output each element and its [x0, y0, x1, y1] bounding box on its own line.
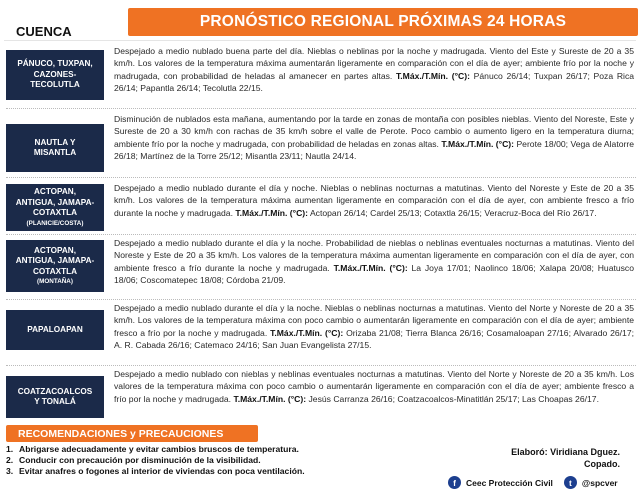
- temp-values: Pánuco 26/14; Tuxpan 26/17; Poza Rica 26/14; Papantla 26/14; Tecolutla 22/15.: [114, 70, 635, 93]
- recommendation-number: 3.: [6, 466, 14, 476]
- temp-label: T.Máx./T.Mín. (°C):: [235, 207, 309, 218]
- region-name-line: CAZONES-: [33, 69, 77, 79]
- region-name-papaloapan: [6, 310, 104, 350]
- recommendation-item: [6, 455, 366, 466]
- temp-values: Jesús Carranza 26/16; Coatzacoalcos-Minatitlán 25/17; Las Choapas 26/17.: [308, 393, 599, 404]
- temp-label: T.Máx./T.Mín. (°C):: [441, 138, 515, 149]
- region-name-line: COTAXTLA: [33, 266, 77, 276]
- region-name-line: ANTIGUA, JAMAPA-: [15, 256, 95, 266]
- divider: [6, 299, 636, 300]
- divider: [6, 365, 636, 366]
- recommendation-number: 2.: [6, 455, 14, 465]
- temp-values: Actopan 26/14; Cardel 25/13; Cotaxtla 26/15; Veracruz-Boca del Río 26/17.: [309, 207, 597, 218]
- credits: [511, 446, 620, 470]
- facebook-icon[interactable]: f: [448, 476, 461, 489]
- recommendation-text: Evitar anafres o fogones al interior de viviendas con poca ventilación.: [19, 466, 305, 476]
- twitter-icon[interactable]: t: [564, 476, 577, 489]
- forecast-text: Despejado a medio nublado durante el día y la noche. Nieblas o neblinas nocturnas a matutinas. Viento del Norte y Noreste de 20 a 35 km/h. Los valores de la temperatura máxima con poco cambio o aumentarán ligeramente en comparación con el día de ayer; ambiente fresco a frío por la noche y madrugada.: [114, 303, 634, 338]
- forecast-text: Despejado a medio nublado durante el día y noche. Nieblas o neblinas nocturnas a matutinas. Viento del Noreste y Este de 20 a 35 km/h. Los valores de la temperatura máxima aumentan ligeramente en comparación con el día de ayer, con ambiente fresco a frío durante la noche y madrugada.: [114, 183, 634, 218]
- recommendations-heading: RECOMENDACIONES y PRECAUCIONES: [6, 425, 258, 442]
- page-title: PRONÓSTICO REGIONAL PRÓXIMAS 24 HORAS: [128, 8, 638, 36]
- recommendation-number: 1.: [6, 444, 14, 454]
- region-name-line: MISANTLA: [33, 148, 77, 157]
- social-footer: [448, 476, 618, 489]
- temp-values: La Joya 17/01; Naolinco 18/06; Xalapa 20/08; Huatusco 18/06; Coscomatepec 18/08; Córdoba 21/09.: [114, 262, 635, 285]
- region-name-line: TECOLUTLA: [30, 80, 80, 90]
- prepared-by: Elaboró: Viridiana Dguez.: [511, 447, 620, 457]
- recommendation-item: [6, 444, 366, 455]
- twitter-label[interactable]: @spcver: [581, 477, 618, 488]
- region-name-actopan-costa: [6, 184, 104, 231]
- approved-by: Copado.: [584, 459, 620, 469]
- region-name-line: COATZACOALCOS: [17, 386, 93, 396]
- forecast-text: Disminución de nublados esta mañana, aumentando por la tarde en zonas de montaña con posibles nieblas. Viento del Noreste, Este y Sureste de 20 a 30 km/h con rachas de 35 km/h sobre el valle de Perote. Poco cambio o aumento ligero en la temperatura diurna; ambiente frío por la noche y madrugada, con probabilidad de heladas en zonas altas.: [114, 114, 634, 149]
- recommendation-text: Abrigarse adecuadamente y evitar cambios bruscos de temperatura.: [19, 444, 299, 454]
- region-forecast-nautla: [114, 113, 634, 162]
- divider: [6, 234, 636, 235]
- temp-values: Orizaba 21/08; Tierra Blanca 26/16; Cosamaloapan 27/16; Alvarado 26/17; A. R. Cabada 26/16; Catemaco 24/16; San Juan Evangelista 27/15.: [114, 327, 634, 350]
- forecast-text: Despejado a medio nublado con nieblas y neblinas eventuales nocturnas a matutinas. Viento del Norte y Noreste de 20 a 35 km/h. Los valores de la temperatura máxima con poco cambio o aumentarán ligeramente en comparación con el día de ayer; ambiente fresco a frío por la noche y madrugada.: [114, 369, 634, 404]
- region-name-line: PAPALOAPAN: [27, 324, 83, 334]
- recommendation-item: [6, 466, 366, 477]
- region-forecast-panuco: [114, 45, 634, 94]
- region-name-line: ANTIGUA, JAMAPA-: [15, 197, 95, 207]
- recommendation-text: Conducir con precaución por disminución de la visibilidad.: [19, 455, 261, 465]
- divider: [6, 177, 636, 178]
- temp-label: T.Máx./T.Mín. (°C):: [270, 327, 344, 338]
- forecast-text: Despejado a medio nublado durante el día y la noche. Probabilidad de nieblas o neblinas eventuales nocturnas a matutinas. Viento del Noreste y Este de 20 a 35 km/h. Los valores de la temperatura máxima aumentan ligeramente en comparación con el día de ayer, con ambiente fresco a frío durante la noche y madrugada.: [114, 238, 634, 273]
- region-name-actopan-montana: [6, 240, 104, 292]
- region-name-nautla: [6, 124, 104, 172]
- divider: [6, 108, 636, 109]
- cuenca-heading: CUENCA: [16, 24, 72, 39]
- region-name-panuco: [6, 50, 104, 100]
- region-subtitle: (PLANICIE/COSTA): [26, 219, 84, 227]
- temp-values: Perote 18/00; Vega de Alatorre 26/18; Martínez de la Torre 25/12; Misantla 23/11; Nautla 24/14.: [114, 138, 634, 161]
- region-name-line: COTAXTLA: [33, 208, 77, 218]
- region-subtitle: (MONTAÑA): [37, 278, 73, 286]
- region-name-coatzacoalcos: [6, 376, 104, 418]
- forecast-text: Despejado a medio nublado buena parte del día. Nieblas o neblinas por la noche y madrugada. Viento del Este y Sureste de 20 a 35 km/h. Los valores de la temperatura máxima aumentarán ligeramente en comparación con el día de ayer; ambiente frío por la noche y madrugada, con probabilidad de heladas al amanecer en partes altas.: [114, 46, 634, 81]
- region-forecast-actopan-costa: [114, 182, 634, 219]
- region-forecast-coatzacoalcos: [114, 368, 634, 405]
- region-name-line: Y TONALÁ: [34, 397, 76, 406]
- recommendations-list: [6, 444, 366, 477]
- temp-label: T.Máx./T.Mín. (°C):: [333, 262, 408, 273]
- facebook-label[interactable]: Ceec Protección Civil: [466, 477, 553, 488]
- region-forecast-actopan-montana: [114, 237, 634, 286]
- region-name-line: ACTOPAN,: [34, 187, 76, 197]
- region-name-line: PÁNUCO, TUXPAN,: [17, 59, 93, 69]
- temp-label: T.Máx./T.Mín. (°C):: [233, 393, 307, 404]
- temp-label: T.Máx./T.Mín. (°C):: [396, 70, 470, 81]
- region-name-line: ACTOPAN,: [34, 245, 76, 255]
- region-forecast-papaloapan: [114, 302, 634, 351]
- region-name-line: NAUTLA Y: [34, 137, 76, 147]
